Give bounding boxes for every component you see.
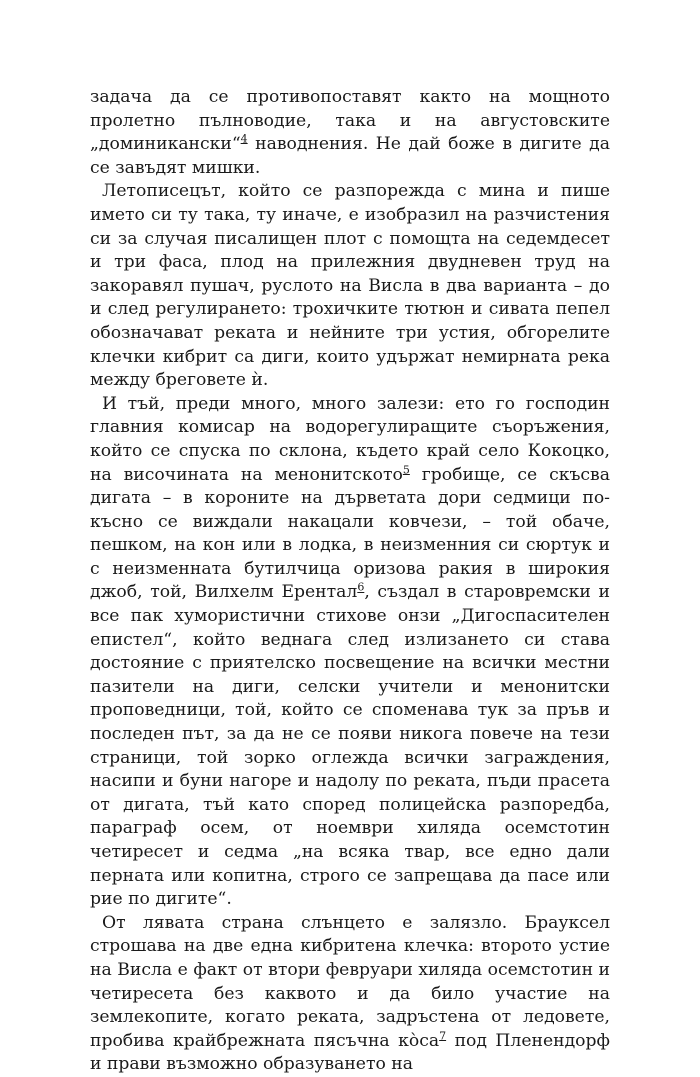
text-run: гробище, се скъсва дигата – в короните на дърветата дори седмици по-късно се виждали накацали ковчези, – той обаче, пешком, на кон или в лодка, в неизменния си сюртук и с неизменната бутилчица оризова ракия в широкия джоб, той, Вилхелм Ерентал <box>90 464 610 603</box>
footnote-ref-5[interactable]: 5 <box>402 462 410 476</box>
paragraph-p4 <box>90 912 610 1077</box>
text-run: От лявата страна слънцето е залязло. Брауксел строшава на две една кибритена клечка: второто устие на Висла е факт от втори февруари хиляда осемстотин и четиресета без каквото и да било участие на землекопите, когато реката, задръстена от ледовете, пробива крайбрежната пясъчна ко̀са <box>90 912 610 1051</box>
footnote-ref-4[interactable]: 4 <box>240 132 248 146</box>
book-page <box>90 86 610 1077</box>
footnote-ref-7[interactable]: 7 <box>439 1029 447 1043</box>
text-run: , създал в старовремски и все пак хумористични стихове онзи „Дигоспасителен епистел“, който веднага след излизането си става достояние с приятелско посвещение на всички местни пазители на диги, селски учители и менонитски проповедници, той, който се споменава тук за пръв и последен път, за да не се появи никога повече на тези страници, той зорко оглежда всички заграждения, насипи и буни нагоре и надолу по реката, пъди прасета от дигата, тъй като според полицейска разпоредба, параграф осем, от ноември хиляда осемстотин четиресет и седма „на всяка твар, все едно дали перната или копитна, строго се запрещава да пасе или рие по дигите“. <box>90 582 610 910</box>
paragraph-p1 <box>90 86 610 180</box>
text-run: под Пленендорф и прави възможно образуването на <box>90 1030 610 1075</box>
text-run: наводнения. Не дай боже в дигите да се завъдят мишки. <box>90 134 610 178</box>
footnote-ref-6[interactable]: 6 <box>357 580 365 594</box>
text-run: Летописецът, който се разпорежда с мина и пише името си ту така, ту иначе, е изобразил на разчистения си за случая писалищен плот с помощта на седемдесет и три фаса, плод на прилежния двудневен труд на закоравял пушач, руслото на Висла в два варианта – до и след регулирането: трохичките тютюн и сивата пепел обозначават реката и нейните три устия, обгорелите клечки кибрит са диги, които удържат немирната река между бреговете ѝ. <box>90 181 610 391</box>
text-run: задача да се противопоставят както на мощното пролетно пълноводие, така и на августовските „доминикански“ <box>90 87 610 155</box>
paragraph-p2 <box>90 180 610 392</box>
text-run: И тъй, преди много, много залези: ето го господин главния комисар на водорегулиращите съоръжения, който се спуска по склона, където край село Кокоцко, на височината на менонитското <box>90 393 610 485</box>
paragraph-p3 <box>90 393 610 912</box>
